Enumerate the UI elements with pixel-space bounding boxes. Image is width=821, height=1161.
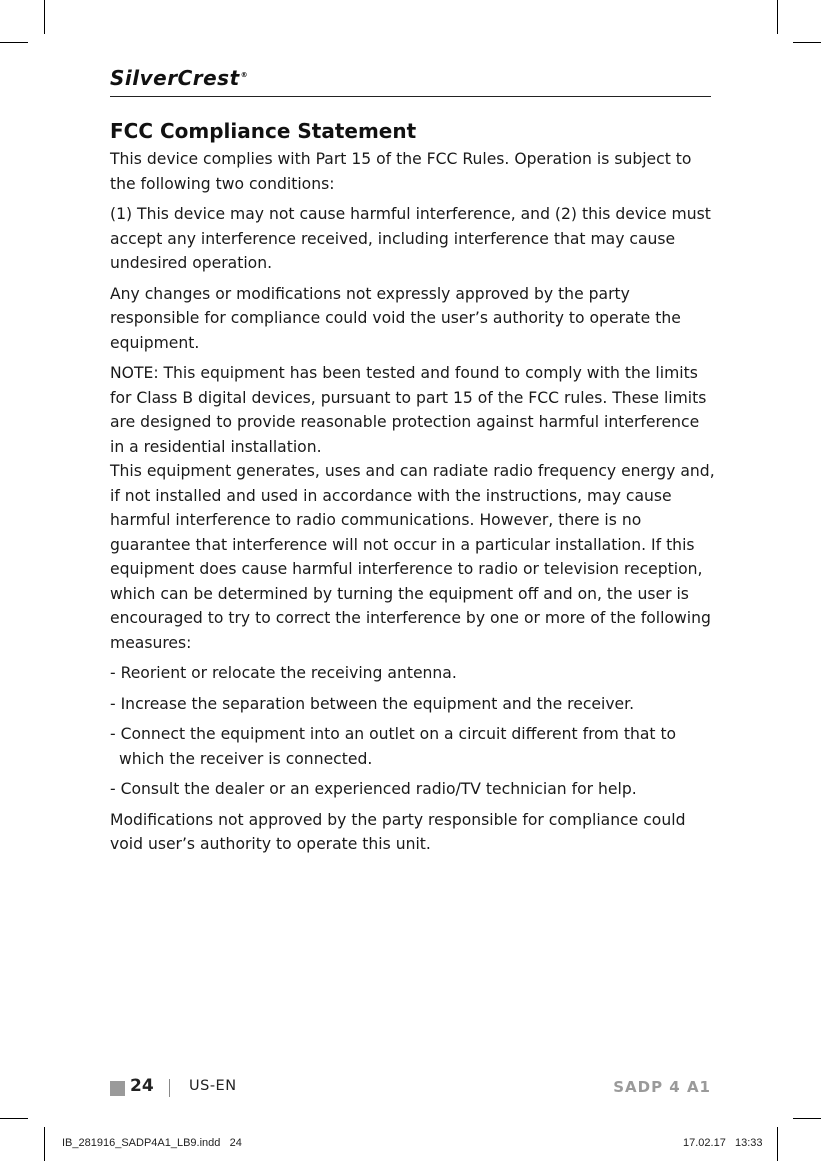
measure-item: - Consult the dealer or an experienced radio/TV technician for help.: [110, 780, 637, 798]
measure-item: - Increase the separation between the equipment and the receiver.: [110, 694, 635, 713]
header-rule: [110, 96, 711, 97]
paragraph-radiation: This equipment generates, uses and can radiate radio frequency energy and, if not installed and used in accordance with the instructions, may cause harmful interference to radio communications. However, there is no guarantee that interference will not occur in a particular installation. If this equipment does cause harmful interference to radio or television reception, which can be determined by turning the equipment off and on, the user is encouraged to try to correct the interference by one or more of the following measures:: [110, 462, 715, 652]
paragraph-modifications: Any changes or modifications not expressly approved by the party responsible for compliance could void the user’s authority to operate the equipment.: [110, 284, 681, 352]
paragraph-intro: This device complies with Part 15 of the FCC Rules. Operation is subject to the following two conditions:: [110, 150, 692, 193]
crop-mark-bottom-right: [777, 1127, 778, 1161]
print-slug-file: IB_281916_SADP4A1_LB9.indd 24: [62, 1137, 242, 1149]
brand-name: SilverCrest: [110, 66, 240, 90]
page-footer: [110, 1076, 711, 1102]
page-title: FCC Compliance Statement: [110, 119, 417, 143]
paragraph-conditions: (1) This device may not cause harmful interference, and (2) this device must accept any interference received, including interference that may cause undesired operation.: [110, 205, 711, 272]
crop-mark-bottom-left: [44, 1127, 45, 1161]
model-number: SADP 4 A1: [613, 1078, 711, 1096]
measure-item: - Connect the equipment into an outlet on a circuit different from that to which the receiver is connected.: [110, 725, 677, 768]
brand-logo: [110, 66, 248, 90]
document-body: [110, 119, 715, 863]
footer-square-marker: [110, 1081, 125, 1096]
paragraph-note: NOTE: This equipment has been tested and found to comply with the limits for Class B digital devices, pursuant to part 15 of the FCC rules. These limits are designed to provide reasonable protection against harmful interference in a residential installation.: [110, 364, 707, 456]
footer-divider: [169, 1079, 170, 1097]
crop-mark-top-left: [44, 0, 45, 34]
crop-mark-bottom-left-h: [0, 1118, 28, 1119]
page-number: 24: [130, 1076, 154, 1096]
measure-item: - Reorient or relocate the receiving antenna.: [110, 664, 457, 682]
print-slug-datetime: 17.02.17 13:33: [683, 1137, 763, 1149]
crop-mark-top-left-h: [0, 42, 28, 43]
registered-mark: ®: [240, 71, 249, 80]
paragraph-closing: Modifications not approved by the party responsible for compliance could void user’s authority to operate this unit.: [110, 810, 686, 853]
crop-mark-top-right-h: [793, 42, 821, 43]
crop-mark-top-right: [777, 0, 778, 34]
language-code: US-EN: [189, 1078, 237, 1094]
crop-mark-bottom-right-h: [793, 1118, 821, 1119]
